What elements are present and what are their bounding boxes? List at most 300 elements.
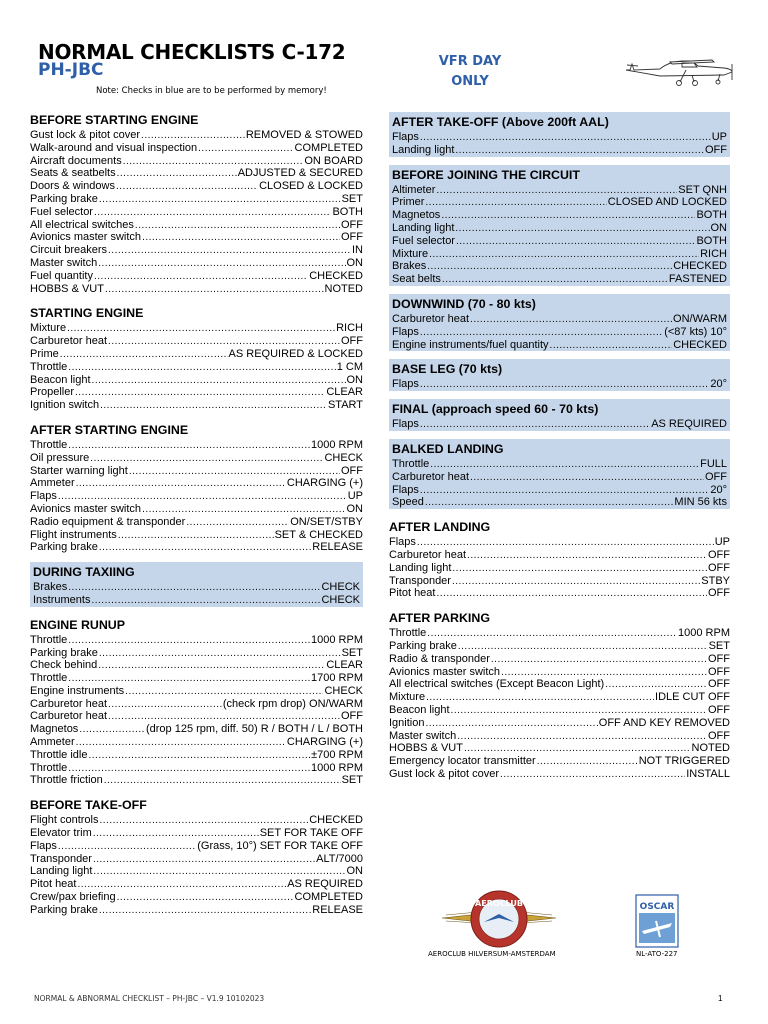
dot-leader	[537, 755, 638, 769]
item-label: Mixture	[389, 691, 426, 704]
item-value: RELEASE	[312, 541, 363, 554]
item-label: Gust lock & pitot cover	[389, 767, 500, 780]
dot-leader	[99, 814, 308, 828]
item-label: Elevator trim	[30, 827, 92, 840]
item-value: SET	[341, 192, 363, 205]
checklist-item	[30, 374, 363, 387]
dot-leader	[436, 184, 677, 198]
checklist-item	[30, 749, 363, 762]
item-value: CHECKED	[309, 814, 363, 827]
item-value: OFF	[341, 464, 363, 477]
item-value: CHECKED	[673, 260, 727, 273]
dot-leader	[451, 704, 707, 718]
item-label: Master switch	[30, 256, 98, 269]
dot-leader	[118, 529, 274, 543]
section-title: ENGINE RUNUP	[30, 617, 126, 632]
item-label: Flaps	[392, 325, 419, 338]
checklist-item	[30, 439, 363, 452]
dot-leader	[98, 659, 325, 673]
item-label: Transponder	[30, 852, 92, 865]
dot-leader	[68, 581, 320, 595]
checklist-section	[30, 110, 363, 295]
checklist-item	[392, 260, 727, 273]
checklist-item	[30, 270, 363, 283]
item-label: Doors & windows	[30, 180, 115, 193]
checklist-item	[392, 248, 727, 261]
section-title: AFTER STARTING ENGINE	[30, 422, 189, 437]
checklist-item	[389, 755, 730, 768]
section-title: AFTER LANDING	[389, 520, 491, 535]
item-value: ON/WARM	[673, 312, 727, 325]
item-label: Radio & transponder	[389, 652, 490, 665]
checklist-item	[30, 490, 363, 503]
item-label: Walk-around and visual inspection	[30, 141, 198, 154]
item-label: Magnetos	[392, 209, 441, 222]
item-label: Circuit breakers	[30, 244, 108, 257]
checklist-item	[30, 904, 363, 917]
dot-leader	[99, 193, 341, 207]
dot-leader	[99, 541, 311, 555]
checklist-item	[30, 853, 363, 866]
checklist-item	[389, 653, 730, 666]
cessna-172-aircraft-icon	[620, 48, 738, 90]
dot-leader	[75, 386, 325, 400]
item-label: Throttle	[30, 438, 68, 451]
item-label: Flaps	[392, 483, 419, 496]
checklist-item	[30, 529, 363, 542]
checklist-item	[30, 167, 363, 180]
item-value: 1000 RPM	[311, 438, 363, 451]
checklist-item	[389, 691, 730, 704]
page-number: 1	[718, 994, 723, 1003]
item-label: Starter warning light	[30, 464, 128, 477]
item-label: Propeller	[30, 386, 75, 399]
right-checklist-column	[389, 112, 730, 789]
item-value: 1700 RPM	[311, 672, 363, 685]
item-label: Aircraft documents	[30, 154, 122, 167]
section-title: DOWNWIND (70 - 80 kts)	[392, 296, 536, 311]
oscar-caption: NL-ATO-227	[636, 950, 678, 958]
checklist-item	[30, 193, 363, 206]
item-value: OFF	[341, 218, 363, 231]
section-title: STARTING ENGINE	[30, 306, 144, 321]
checklist-item	[30, 452, 363, 465]
item-value: CLOSED & LOCKED	[259, 180, 363, 193]
item-value: OFF	[341, 335, 363, 348]
dot-leader	[93, 853, 315, 867]
checklist-item	[392, 235, 727, 248]
checklist-item	[30, 891, 363, 904]
item-label: HOBBS & VUT	[30, 282, 104, 295]
checklist-item	[389, 730, 730, 743]
dot-leader	[427, 627, 677, 641]
item-label: Parking brake	[30, 541, 98, 554]
item-label: Gust lock & pitot cover	[30, 129, 141, 141]
item-label: Brakes	[33, 581, 68, 594]
checklist-item	[392, 273, 727, 286]
checklist-item	[392, 144, 727, 157]
item-label: Fuel selector	[30, 205, 93, 218]
dot-leader	[58, 840, 196, 854]
checklist-item	[392, 209, 727, 222]
item-value: CHECK	[321, 593, 360, 606]
item-value: BOTH	[696, 209, 727, 222]
vfr-line-2: ONLY	[451, 74, 489, 89]
checklist-item	[30, 698, 363, 711]
memory-note: Note: Checks in blue are to be performed by memory!	[96, 86, 327, 96]
dot-leader	[142, 503, 345, 517]
item-label: Throttle	[30, 360, 68, 373]
item-value: SET & CHECKED	[274, 528, 363, 541]
dot-leader	[455, 144, 704, 158]
item-label: Crew/pax briefing	[30, 891, 116, 904]
item-label: Ignition switch	[30, 399, 100, 412]
item-label: Parking brake	[389, 639, 457, 652]
dot-leader	[501, 666, 707, 680]
checklist-item	[30, 827, 363, 840]
item-label: Flaps	[30, 490, 57, 503]
dot-leader	[464, 742, 691, 756]
item-value: (Grass, 10°) SET FOR TAKE OFF	[197, 839, 363, 852]
dot-leader	[429, 248, 699, 262]
checklist-item	[30, 736, 363, 749]
checklist-item	[389, 704, 730, 717]
item-label: Landing light	[30, 865, 93, 878]
item-label: Fuel selector	[392, 234, 455, 247]
dot-leader	[117, 167, 237, 181]
checklist-item	[30, 659, 363, 672]
oscar-logo-text: OSCAR	[639, 902, 675, 912]
item-label: Transponder	[389, 574, 451, 587]
section-title: BASE LEG (70 kts)	[392, 362, 503, 377]
item-value: OFF	[705, 470, 727, 483]
item-label: Flight controls	[30, 814, 99, 827]
item-value: IN	[352, 244, 363, 257]
item-label: Flaps	[389, 536, 416, 549]
item-label: Radio equipment & transponder	[30, 515, 186, 528]
item-label: Master switch	[389, 729, 457, 742]
item-value: START	[327, 399, 363, 412]
dot-leader	[425, 717, 597, 731]
dot-leader	[99, 647, 341, 661]
section-title: BEFORE STARTING ENGINE	[30, 113, 199, 127]
dot-leader	[125, 685, 323, 699]
dot-leader	[467, 549, 707, 563]
checklist-section	[389, 165, 730, 286]
item-value: RICH	[336, 322, 363, 335]
item-label: Throttle	[30, 761, 68, 774]
checklist-item	[389, 536, 730, 549]
dot-leader	[141, 129, 245, 143]
dot-leader	[198, 142, 293, 156]
item-value: ON BOARD	[304, 154, 363, 167]
checklist-section	[30, 303, 363, 412]
item-label: Flaps	[392, 378, 419, 391]
dot-leader	[88, 749, 310, 763]
checklist-section	[30, 562, 363, 607]
item-value: SET	[708, 639, 730, 652]
item-label: Carburetor heat	[389, 548, 467, 561]
dot-leader	[68, 361, 335, 375]
item-value: CHECKED	[309, 269, 363, 282]
checklist-item	[30, 465, 363, 478]
item-label: Flaps	[30, 839, 57, 852]
checklist-item	[389, 587, 730, 600]
dot-leader	[456, 235, 695, 249]
item-value: RICH	[700, 247, 727, 260]
dot-leader	[100, 399, 327, 413]
dot-leader	[93, 865, 345, 879]
dot-leader	[108, 710, 340, 724]
checklist-item	[30, 257, 363, 270]
dot-leader	[458, 640, 708, 654]
checklist-item	[392, 131, 727, 144]
checklist-item	[30, 878, 363, 891]
section-title: DURING TAXIING	[33, 565, 135, 580]
item-value: MIN 56 kts	[674, 496, 727, 509]
item-value: CLEAR	[326, 386, 363, 399]
dot-leader	[186, 516, 289, 530]
checklist-item	[30, 335, 363, 348]
checklist-item	[30, 231, 363, 244]
item-value: COMPLETED	[294, 141, 363, 154]
checklist-item	[30, 865, 363, 878]
checklist-item	[30, 155, 363, 168]
checklist-item	[389, 742, 730, 755]
dot-leader	[90, 452, 323, 466]
item-value: CHARGING (+)	[286, 477, 363, 490]
checklist-item	[389, 678, 730, 691]
checklist-item	[30, 348, 363, 361]
checklist-section	[389, 112, 730, 157]
item-label: Throttle	[30, 633, 68, 646]
checklist-item	[30, 206, 363, 219]
item-value: RELEASE	[312, 903, 363, 916]
dot-leader	[420, 418, 650, 432]
item-value: SET QNH	[678, 183, 727, 196]
checklist-item	[30, 840, 363, 853]
dot-leader	[93, 827, 259, 841]
checklist-item	[389, 575, 730, 588]
item-value: INSTALL	[686, 767, 730, 780]
item-label: Throttle	[392, 457, 430, 470]
checklist-item	[389, 768, 730, 781]
section-title: BEFORE JOINING THE CIRCUIT	[392, 167, 580, 182]
dot-leader	[108, 698, 222, 712]
dot-leader	[452, 575, 700, 589]
item-label: Carburetor heat	[392, 470, 470, 483]
item-value: STBY	[701, 574, 730, 587]
item-value: ADJUSTED & SECURED	[237, 167, 363, 180]
item-value: REMOVED & STOWED	[245, 129, 363, 141]
dot-leader	[442, 273, 668, 287]
checklist-item	[392, 222, 727, 235]
item-value: 1000 RPM	[678, 627, 730, 640]
item-label: HOBBS & VUT	[389, 742, 463, 755]
item-value: 1000 RPM	[311, 633, 363, 646]
item-value: OFF	[341, 231, 363, 244]
dot-leader	[420, 378, 709, 392]
item-label: All electrical switches	[30, 218, 134, 231]
checklist-item	[389, 562, 730, 575]
item-value: OFF	[708, 652, 730, 665]
checklist-item	[30, 541, 363, 554]
checklist-section	[389, 294, 730, 351]
item-value: FULL	[700, 457, 727, 470]
checklist-item	[30, 647, 363, 660]
item-label: Avionics master switch	[30, 502, 142, 515]
section-title: AFTER TAKE-OFF (Above 200ft AAL)	[392, 115, 609, 129]
item-label: Oil pressure	[30, 451, 90, 464]
item-value: OFF	[341, 710, 363, 723]
item-label: Check behind	[30, 659, 98, 672]
dot-leader	[470, 313, 672, 327]
checklist-item	[389, 549, 730, 562]
checklist-section	[389, 399, 730, 431]
item-label: Mixture	[392, 247, 429, 260]
item-value: ON	[346, 256, 363, 269]
checklist-item	[30, 142, 363, 155]
dot-leader	[427, 260, 672, 274]
checklist-item	[392, 484, 727, 497]
dot-leader	[457, 730, 707, 744]
vfr-line-1: VFR DAY	[438, 54, 502, 69]
checklist-item	[389, 666, 730, 679]
checklist-item	[392, 184, 727, 197]
dot-leader	[129, 465, 340, 479]
item-label: Throttle	[30, 672, 68, 685]
checklist-item	[33, 581, 360, 594]
item-label: Carburetor heat	[30, 697, 108, 710]
item-value: BOTH	[696, 234, 727, 247]
section-title: BALKED LANDING	[392, 441, 504, 456]
item-label: Parking brake	[30, 903, 98, 916]
item-label: Avionics master switch	[30, 231, 142, 244]
checklist-item	[392, 313, 727, 326]
item-label: Speed	[392, 496, 424, 509]
item-value: AS REQUIRED & LOCKED	[228, 347, 363, 360]
dot-leader	[430, 458, 699, 472]
dot-leader	[117, 891, 294, 905]
item-value: OFF	[708, 665, 730, 678]
section-title: AFTER PARKING	[389, 611, 490, 626]
item-label: Instruments	[33, 593, 91, 606]
item-value: OFF	[708, 587, 730, 600]
item-label: Throttle	[389, 627, 427, 640]
item-value: OFF	[708, 561, 730, 574]
checklist-item	[30, 361, 363, 374]
checklist-item	[30, 180, 363, 193]
dot-leader	[67, 322, 335, 336]
section-title: BEFORE TAKE-OFF	[30, 798, 147, 813]
item-value: AS REQUIRED	[287, 878, 363, 891]
item-label: Carburetor heat	[30, 335, 108, 348]
item-label: Landing light	[392, 221, 455, 234]
checklist-item	[30, 516, 363, 529]
item-value: ON	[710, 221, 727, 234]
checklist-section	[389, 439, 730, 509]
checklist-item	[392, 418, 727, 431]
item-value: 20°	[710, 378, 727, 391]
checklist-item	[30, 710, 363, 723]
page-title: NORMAL CHECKLISTS C-172	[38, 40, 346, 64]
dot-leader	[76, 477, 286, 491]
checklist-item	[392, 496, 727, 509]
dot-leader	[491, 653, 707, 667]
item-value: 1000 RPM	[311, 761, 363, 774]
dot-leader	[142, 231, 340, 245]
checklist-item	[30, 477, 363, 490]
dot-leader	[123, 155, 304, 169]
item-value: SET FOR TAKE OFF	[259, 827, 363, 840]
item-value: NOT TRIGGERED	[638, 755, 730, 768]
dot-leader	[77, 878, 286, 892]
item-value: 1 CM	[336, 360, 363, 373]
aeroclub-caption: AEROCLUB HILVERSUM-AMSTERDAM	[428, 950, 556, 958]
dot-leader	[68, 634, 310, 648]
item-label: Beacon light	[389, 703, 450, 716]
dot-leader	[116, 180, 258, 194]
aircraft-registration: PH-JBC	[38, 60, 104, 80]
dot-leader	[92, 374, 346, 388]
item-label: Seat belts	[392, 273, 441, 286]
item-value: UP	[714, 536, 730, 549]
item-label: Ammeter	[30, 477, 75, 490]
dot-leader	[452, 562, 707, 576]
checklist-item	[392, 378, 727, 391]
checklist-item	[392, 326, 727, 339]
item-value: ON/SET/STBY	[290, 515, 363, 528]
dot-leader	[605, 678, 707, 692]
checklist-item	[30, 386, 363, 399]
item-value: IDLE CUT OFF	[655, 691, 730, 704]
dot-leader	[417, 536, 714, 550]
dot-leader	[104, 774, 341, 788]
item-label: Seats & seatbelts	[30, 167, 116, 180]
aeroclub-logo	[440, 888, 558, 950]
dot-leader	[76, 736, 286, 750]
dot-leader	[420, 131, 711, 145]
checklist-item	[30, 283, 363, 296]
checklist-item	[30, 814, 363, 827]
item-value: ON	[346, 373, 363, 386]
dot-leader	[436, 587, 707, 601]
dot-leader	[58, 490, 347, 504]
dot-leader	[68, 439, 310, 453]
item-value: FASTENED	[668, 273, 727, 286]
dot-leader	[420, 484, 709, 498]
checklist-item	[30, 322, 363, 335]
item-label: Parking brake	[30, 646, 98, 659]
checklist-section	[30, 420, 363, 554]
item-label: Ammeter	[30, 736, 75, 749]
item-value: OFF	[708, 729, 730, 742]
dot-leader	[68, 672, 310, 686]
item-value: ON	[346, 865, 363, 878]
checklist-item	[30, 399, 363, 412]
item-value: (<87 kts) 10°	[664, 325, 727, 338]
item-label: Prime	[30, 347, 59, 360]
dot-leader	[94, 270, 308, 284]
checklist-item	[30, 774, 363, 787]
item-value: CHECK	[324, 684, 363, 697]
item-label: All electrical switches (Except Beacon Light)	[389, 678, 605, 691]
checklist-item	[30, 219, 363, 232]
dot-leader	[426, 691, 654, 705]
item-value: ±700 RPM	[311, 748, 363, 761]
dot-leader	[108, 244, 351, 258]
item-value: SET	[341, 646, 363, 659]
